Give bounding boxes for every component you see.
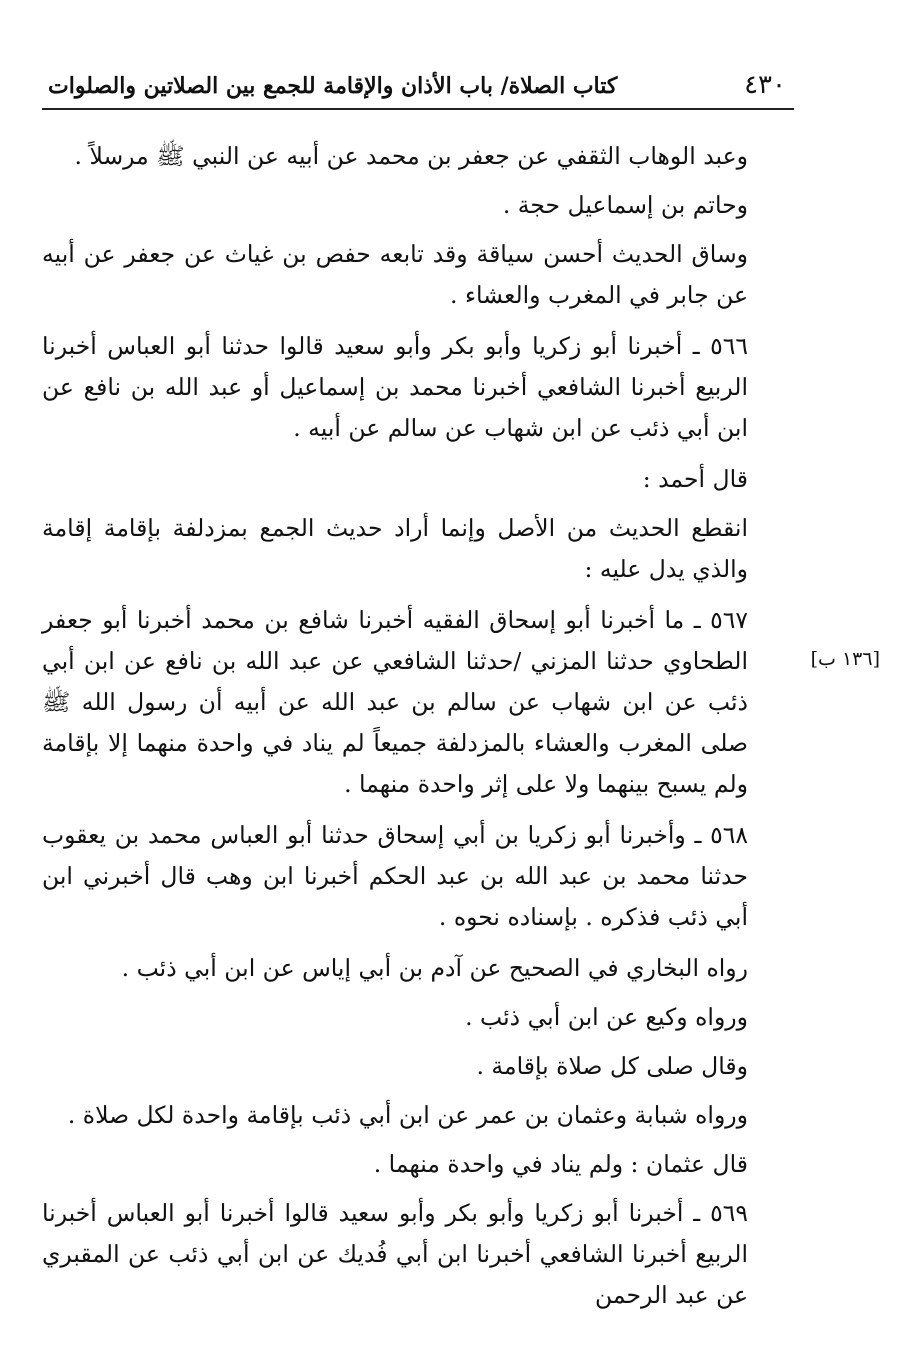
running-title: كتاب الصلاة/ باب الأذان والإقامة للجمع بين الصلاتين والصلوات	[48, 73, 618, 99]
hadith-569: ٥٦٩ ـ أخبرنا أبو زكريا وأبو بكر وأبو سعيد قالوا أخبرنا أبو العباس أخبرنا الربيع أخبرنا الشافعي أخبرنا ابن أبي فُديك عن ابن أبي ذئب عن المقبري عن عبد الرحمن	[42, 1199, 748, 1309]
paragraph: وقال صلى كل صلاة بإقامة .	[476, 1052, 748, 1080]
hadith-567: ٥٦٧ ـ ما أخبرنا أبو إسحاق الفقيه أخبرنا شافع بن محمد أخبرنا أبو جعفر الطحاوي حدثنا المزني /حدثنا الشافعي عن عبد الله بن نافع عن ابن أبي ذئب عن ابن شهاب عن سالم بن عبد الله عن أبيه أن رسول الله ﷺ صلى المغرب والعشاء بالمزدلفة جميعاً لم يناد في واحدة منهما إلا بإقامة ولم يسبح بينهما ولا على إثر واحدة منهما .	[42, 606, 748, 798]
body-text	[42, 136, 790, 1326]
page-header	[42, 66, 794, 106]
page-number: ٤٣٠	[744, 70, 786, 100]
paragraph: قال عثمان : ولم يناد في واحدة منهما .	[373, 1150, 748, 1178]
paragraph: قال أحمد :	[642, 465, 748, 493]
paragraph: انقطع الحديث من الأصل وإنما أراد حديث الجمع بمزدلفة بإقامة إقامة والذي يدل عليه :	[42, 514, 748, 583]
paragraph: وحاتم بن إسماعيل حجة .	[502, 191, 748, 219]
margin-folio-note: [١٣٦ ب]	[810, 648, 880, 670]
paragraph: ورواه شبابة وعثمان بن عمر عن ابن أبي ذئب بإقامة واحدة لكل صلاة .	[67, 1101, 748, 1129]
hadith-566: ٥٦٦ ـ أخبرنا أبو زكريا وأبو بكر وأبو سعيد قالوا حدثنا أبو العباس أخبرنا الربيع أخبرنا الشافعي أخبرنا محمد بن إسماعيل أو عبد الله بن نافع عن ابن أبي ذئب عن ابن شهاب عن سالم عن أبيه .	[42, 332, 748, 442]
hadith-568: ٥٦٨ ـ وأخبرنا أبو زكريا بن أبي إسحاق حدثنا أبو العباس محمد بن يعقوب حدثنا محمد بن عبد الله بن عبد الحكم أخبرنا ابن وهب قال أخبرني ابن أبي ذئب فذكره . بإسناده نحوه .	[42, 821, 748, 931]
paragraph: رواه البخاري في الصحيح عن آدم بن أبي إياس عن ابن أبي ذئب .	[121, 954, 748, 982]
paragraph: وعبد الوهاب الثقفي عن جعفر بن محمد عن أبيه عن النبي ﷺ مرسلاً .	[74, 142, 748, 170]
paragraph: ورواه وكيع عن ابن أبي ذئب .	[465, 1003, 748, 1031]
header-rule	[42, 108, 794, 110]
paragraph: وساق الحديث أحسن سياقة وقد تابعه حفص بن غياث عن جعفر عن أبيه عن جابر في المغرب والعشاء .	[42, 240, 748, 309]
